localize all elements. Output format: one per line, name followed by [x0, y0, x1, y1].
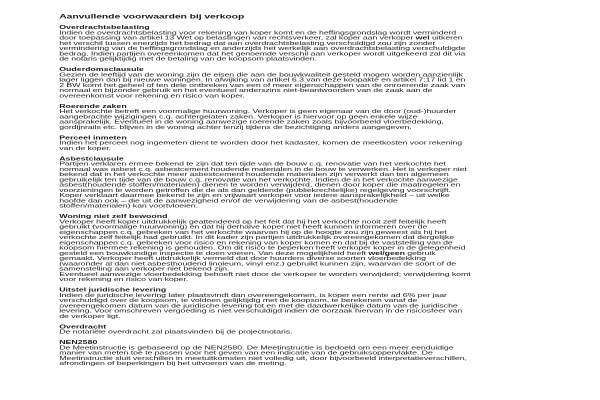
text-line: De Meetinstructie is gebaseerd op de NEN2580. De Meetinstructie is bedoeld om een meer eenduidige: [59, 344, 454, 351]
section-heading: NEN2580: [59, 339, 98, 346]
text-line: bedrag. Indien partijen overeenkomen dat het genoemde verschil aan verkoper wordt uitgekeerd zal dit via: [59, 50, 466, 57]
text-line: afrondingen of beperkingen bij het uitvoeren van de meting.: [59, 360, 287, 367]
text-line: Meetinstructie sluit verschillen in meetuitkomsten niet volledig uit, door bijvoorbeeld interpretatieverschillen,: [59, 355, 467, 362]
section-body: [59, 30, 572, 62]
text-line: de verkoper ligt.: [59, 313, 121, 320]
text-line: asbest(houdende stoffen/materialen) dienen te worden verwijderd, dienen door koper die maatregelen en: [59, 182, 461, 188]
text-line: gemaakt. Verkoper heeft uitdrukkelijk vermeld dat door huurders diverse soorten vloerbedekking: [59, 255, 426, 262]
document-section: [59, 214, 572, 282]
section-heading: Woning niet zelf bewoond: [59, 213, 168, 220]
document-section: [59, 25, 572, 62]
text-line: vermindering van de heffingsgrondslag en anderzijds het werkelijk aan overdrachtsbelasting verschuldigde: [59, 45, 466, 52]
document-section: [59, 104, 572, 130]
section-body: [59, 141, 572, 152]
document-section: [59, 324, 572, 335]
text-line: het verschil tussen enerzijds het bedrag dat aan overdrachtsbelasting verschuldigd zou zijn zonder: [59, 40, 436, 47]
document-sections: [59, 25, 572, 366]
text-line: eigenschappen c.q. gebreken voor risico en rekening van koper komen en dat bij de vaststelling van de: [59, 239, 453, 246]
document-section: [59, 67, 572, 99]
section-heading: Overdracht: [59, 323, 107, 330]
text-line: Indien de overdrachtsbelasting voor rekening van koper komt en de heffingsgrondslag wordt verminderd: [59, 29, 457, 36]
text-line: de notaris gelijktijdig met de betaling van de koopsom plaatsvinden.: [59, 56, 317, 62]
text-line: lager liggen dan bij nieuwe woningen. In afwijking van artikel 6.3 van deze koopakte en artikel 7:17 lid 1 en: [59, 77, 466, 83]
text-line: Het verkochte betreft een voormalige huurwoning. Verkoper is geen eigenaar van de door (oud-)huurder: [59, 108, 457, 115]
section-body: [59, 219, 572, 282]
text-line: verkochte zelf feitelijk had gebruikt. In dit kader zijn partijen uitdrukkelijk overeengekomen dat dergelijke: [59, 234, 455, 241]
document-section: [59, 340, 572, 366]
text-line: Koper verklaart daarmee bekend te zijn en vrijwaart verkoper voor iedere aansprakelijkheid – uit welke: [59, 192, 450, 199]
section-heading: Ouderdomsclausule: [59, 66, 144, 73]
text-line: aansprakelijk. Eventueel in de woning aanwezige roerende zaken zoals bijvoorbeeld vloerbedekking,: [59, 119, 444, 125]
text-line: Indien de juridische levering later plaatsvindt dan overeengekomen, is koper een rente ad 6% per jaar: [59, 292, 447, 299]
text-line: koopsom hiermee rekening is gehouden. Om dit risico te beperken heeft verkoper koper in de gelegenheid: [59, 245, 466, 251]
document-section: [59, 156, 572, 209]
text-line: Gezien de leeftijd van de woning zijn de eisen die aan de bouwkwaliteit gesteld mogen worden aanzienlijk: [59, 71, 463, 78]
section-body: [59, 72, 572, 98]
section-heading: Roerende zaken: [59, 103, 127, 110]
section-heading: Asbestclausule: [59, 155, 124, 162]
document-section: [59, 288, 572, 320]
section-body: [59, 330, 572, 335]
text-line: gebruikelijk ten tijde van de bouw c.q. renovatie van het verkochte. Indien de in het verkochte aanwezige: [59, 176, 458, 183]
section-heading: Overdrachtsbelasting: [59, 24, 150, 31]
text-line: (waaronder al dan niet asbesthoudend linoleum, vinyl enz.) gebruikt kunnen zijn, waarvan de soort of de: [59, 260, 457, 267]
text-line: Partijen verklaren ermee bekend te zijn dat ten tijde van de bouw c.q. renovatie van het verkochte het: [59, 161, 446, 167]
text-line: verschuldigd over de koopsom, te voldoen gelijktijdig met de koopsom, te berekenen vanaf de: [59, 297, 418, 304]
text-line: hoofde dan ook – die uit de aanwezigheid en/of de verwijdering van de asbest(houdende: [59, 197, 398, 204]
text-line: overeenkomst voor rekening en risico van koper.: [59, 92, 245, 99]
text-line: levering. Voor omschreven vergoeding is niet verschuldigd indien de oorzaak hiervan in de risicosfeer van: [59, 308, 463, 314]
text-line: eigenschappen c.q. gebreken van het verkochte waarvan hij op de hoogte zou zijn geweest als hij het: [59, 229, 447, 236]
text-line: Eventueel aanwezige vloerbedekking behoeft niet door de verkoper te worden verwijderd; verwijdering komt: [59, 271, 471, 278]
section-body: [59, 109, 572, 130]
text-line: aangebrachte wijzigingen c.q. achtergelaten zaken. Verkoper is hiervoor op geen enkele wijze: [59, 113, 418, 120]
text-line: normaal was asbest c.q. asbestcement houdende materialen in de bouw te verwerken. Het is verkoper niet: [59, 166, 467, 173]
text-line: De notariële overdracht zal plaatsvinden bij de projectnotaris.: [59, 329, 293, 335]
section-body: [59, 345, 572, 366]
document-section: [59, 135, 572, 151]
text-line: bekend dat in het verkochte meer asbestcement houdende materialen zijn verwerkt dan ten algemeen: [59, 171, 449, 178]
text-line: gebruikt (voormalige huurwoning) en dat hij derhalve koper niet heeft kunnen informeren over de: [59, 224, 428, 230]
text-line: voorzieningen te worden getroffen die de als dan geldende (publiekrechtelijke) regelgeving voorschrijft.: [59, 187, 451, 194]
text-line: Indien het perceel nog ingemeten dient te worden door het kadaster, komen de meetkosten voor rekening: [59, 140, 463, 146]
section-body: [59, 162, 572, 209]
text-line: door toepassing van artikel 13 Wet op belastingen van rechtsverkeer, zal koper aan verkoper wel uitkeren: [59, 35, 463, 41]
section-heading: Perceel inmeten: [59, 134, 127, 141]
section-body: [59, 293, 572, 319]
section-heading: Uitstel juridische levering: [59, 287, 167, 293]
page-title: Aanvullende voorwaarden bij verkoop: [59, 12, 245, 20]
text-line: normaal en bijzonder gebruik en het eventueel anderszins niet-beantwoorden van de zaak aan de: [59, 87, 433, 94]
text-line: samenstelling aan verkoper niet bekend zijn.: [59, 266, 230, 272]
text-line: Verkoper heeft koper uitdrukkelijk geattendeerd op het feit dat hij het verkochte nooit zelf feitelijk heeft: [59, 218, 447, 225]
text-line: van de koper.: [59, 145, 111, 152]
text-line: overeengekomen datum van de juridische levering tot en met de daadwerkelijke datum van de juridische: [59, 302, 458, 309]
text-line: gesteld een bouwkundige inspectie te doen voeren. Van deze mogelijkheid heeft wel/geen gebruik: [59, 250, 436, 257]
text-line: gordijnrails etc. blijven in de woning achter tenzij tijdens de bezichtiging anders aangegeven.: [59, 124, 412, 131]
text-line: stoffen/materialen) kan voortvloeien.: [59, 203, 198, 209]
text-line: voor rekening en risico van koper.: [59, 276, 189, 283]
text-line: manier van meten toe te passen voor het geven van een indicatie van de gebruiksoppervlakte. De: [59, 350, 433, 356]
text-line: 2 BW komt het geheel of ten dele ontbreken van een of meer eigenschappen van de onroerende zaak van: [59, 82, 466, 89]
